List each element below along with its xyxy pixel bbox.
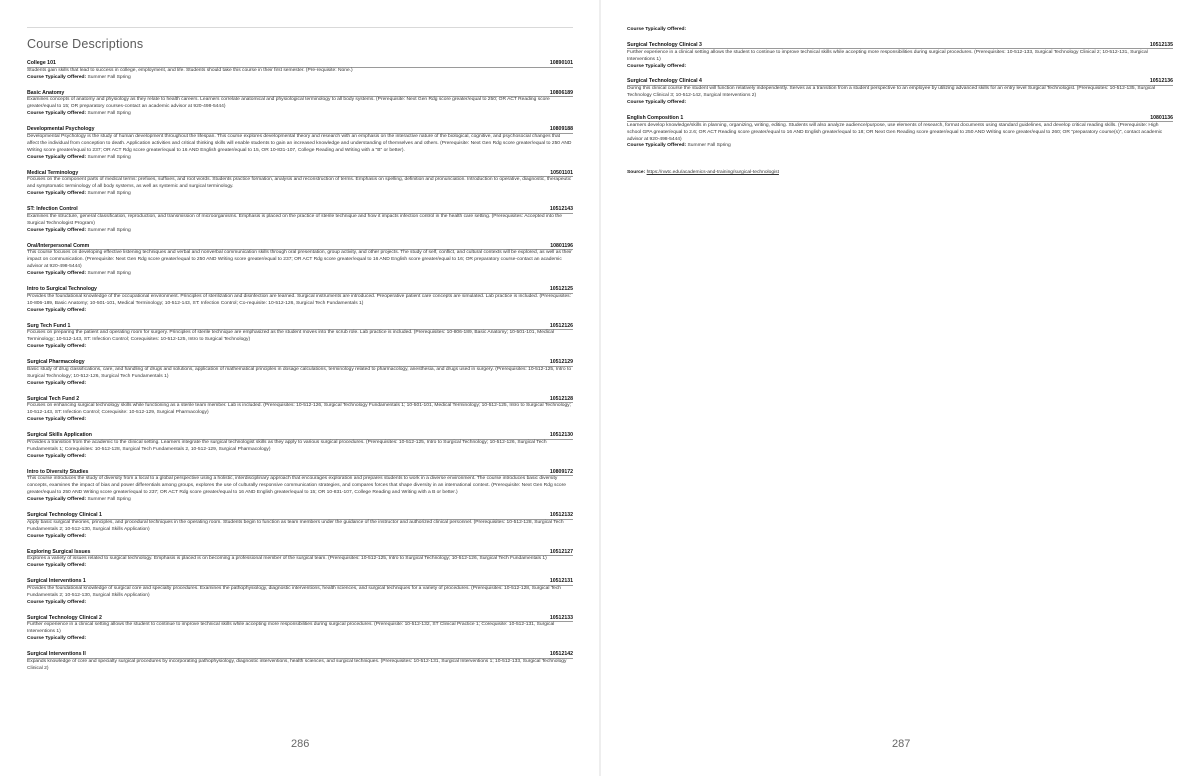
course-code: 10512132 bbox=[549, 512, 573, 518]
course-offered bbox=[27, 191, 573, 198]
course-entry bbox=[627, 115, 1173, 150]
course-offered bbox=[627, 143, 1173, 150]
course-offered bbox=[627, 64, 1173, 71]
course-name: Surgical Skills Application bbox=[27, 432, 92, 439]
course-code: 10801136 bbox=[1150, 114, 1173, 121]
course-header bbox=[27, 651, 573, 657]
offered-label: Course Typically Offered: bbox=[27, 154, 87, 160]
offered-terms: Summer Fall Spring bbox=[87, 154, 131, 160]
offered-label: Course Typically Offered: bbox=[27, 453, 87, 459]
course-header bbox=[27, 549, 573, 555]
course-description: Explores a variety of issues related to surgical technology. Emphasis is placed is on becoming a professional member of the surgical team. (Prerequisites: 10-512-125, Intro to Surgical Technology; 10-512-126, Surgical Tech Fundamentals 1) bbox=[27, 556, 547, 562]
offered-label: Course Typically Offered: bbox=[27, 380, 87, 386]
offered-label: Course Typically Offered: bbox=[627, 100, 687, 106]
course-code: 10890101 bbox=[549, 60, 573, 66]
section-title: Course Descriptions bbox=[27, 37, 144, 51]
course-description: Expands knowledge of core and specialty surgical procedures by incorporating pathophysiology, diagnostic interventions, health sciences, and surgical techniques. (Prerequisites: 10-512-131, Surgical Interventions 1; 10-512-133, Surgical Technology Clinical 2) bbox=[27, 658, 567, 671]
course-entry bbox=[27, 432, 573, 461]
course-header bbox=[27, 170, 573, 176]
course-header bbox=[27, 243, 573, 249]
offered-label: Course Typically Offered: bbox=[27, 74, 87, 80]
course-entry bbox=[27, 469, 573, 504]
course-entry bbox=[27, 60, 573, 82]
course-header bbox=[627, 42, 1173, 48]
offered-label: Course Typically Offered: bbox=[627, 27, 687, 32]
course-name: Basic Anatomy bbox=[27, 89, 65, 96]
course-description: Further experience in a clinical setting allows the student to continue to improve technical skills while accepting more responsibilities during surgical procedures. (Prerequisites: 10-512-133, Surgical Technology Clinical 2; 10-512-131, Surgical Interventions 1) bbox=[627, 49, 1148, 62]
course-entry bbox=[27, 578, 573, 607]
course-header bbox=[27, 512, 573, 518]
course-code: 10512128 bbox=[549, 395, 573, 402]
course-entry bbox=[27, 396, 573, 425]
course-entry bbox=[27, 170, 573, 199]
offered-terms: Summer Fall Spring bbox=[87, 271, 131, 277]
offered-label: Course Typically Offered: bbox=[27, 111, 87, 117]
course-offered bbox=[27, 534, 573, 541]
course-header bbox=[27, 90, 573, 96]
course-offered bbox=[27, 155, 573, 162]
course-entry bbox=[27, 651, 573, 673]
offered-label: Course Typically Offered: bbox=[27, 636, 87, 642]
course-name: Medical Terminology bbox=[27, 169, 79, 176]
left-course-list bbox=[27, 60, 573, 681]
course-code: 10512135 bbox=[1149, 41, 1173, 48]
right-course-list bbox=[627, 27, 1173, 175]
offered-label: Course Typically Offered: bbox=[627, 63, 687, 69]
course-entry bbox=[27, 359, 573, 388]
course-offered bbox=[27, 497, 573, 504]
course-code: 10512143 bbox=[549, 206, 573, 213]
course-description: Basic study of drug classifications, care, and handling of drugs and solutions, application of mathematical principles in dosage calculations, terminology related to pharmacology, anesthesia, and drugs used in surgery. (Prerequisites: 10-512-125, Intro to Surgical Technology; 10-512-126, Surgical Tech Fundamentals 1) bbox=[27, 366, 572, 379]
course-code: 10512136 bbox=[1149, 78, 1173, 85]
course-code: 10512129 bbox=[549, 359, 573, 366]
course-code: 10801196 bbox=[550, 242, 573, 249]
course-offered bbox=[27, 563, 573, 570]
course-offered bbox=[27, 111, 573, 118]
course-name: Surgical Technology Clinical 2 bbox=[27, 614, 102, 621]
course-entry bbox=[27, 90, 573, 119]
offered-label: Course Typically Offered: bbox=[27, 533, 87, 539]
course-header bbox=[27, 359, 573, 365]
course-name: Surgical Pharmacology bbox=[27, 359, 85, 366]
course-offered bbox=[27, 228, 573, 235]
offered-label: Course Typically Offered: bbox=[627, 143, 687, 149]
offered-label: Course Typically Offered: bbox=[27, 417, 87, 423]
course-code: 10512130 bbox=[549, 432, 573, 439]
offered-terms: Summer Fall Spring bbox=[87, 74, 131, 80]
course-header bbox=[27, 286, 573, 292]
course-description: Students gain skills that lead to success in college, employment, and life. Students should take this course in their first semester. (Pre-requisite: None.) bbox=[27, 67, 353, 73]
course-entry bbox=[27, 126, 573, 161]
course-header bbox=[27, 323, 573, 329]
course-description: Examines the structure, general classification, reproduction, and transmission of microorganisms. Emphasis is placed on the practice of sterile technique and how it impacts infection control in the health care setting. (Prerequisites: Accepted into the Surgical Technologist Program) bbox=[27, 213, 562, 226]
course-name: College 101 bbox=[27, 60, 56, 66]
course-name: Surgical Technology Clinical 3 bbox=[627, 41, 702, 48]
offered-label: Course Typically Offered: bbox=[27, 271, 87, 277]
course-description: Focuses on the component parts of medical terms: prefixes, suffixes, and root words. Students practice formation, analysis and reconstruction of terms. Emphasis on spelling, definition and pronunciation. Introduction to operative, diagnostic, therapeutic and symptomatic terminology of all body systems, as well as systemic and surgical terminology. bbox=[27, 177, 572, 190]
course-entry bbox=[27, 549, 573, 571]
course-name: Surgical Technology Clinical 1 bbox=[27, 512, 102, 518]
course-code: 10512142 bbox=[549, 651, 573, 658]
course-entry bbox=[27, 243, 573, 278]
course-description: This course focuses on developing effective listening techniques and verbal and nonverbal communication skills through oral presentation, group activity, and other projects. The study of self, conflict, and cultural contexts will be explored, as well as their impact on communication. (Prerequisite: Next Gen Rdg score greater/equal to 250 AND Writing score greater/equal to 237; OR ACT Rdg score greater/equal to 16 AND English score greater/equal to 16; OR preparatory course-contact an academic advisor at 920-498-5444) bbox=[27, 250, 572, 270]
course-header bbox=[27, 469, 573, 475]
course-description: During this clinical course the student will function relatively independently. Serves as a transition from a student perspective to an employee by utilizing advanced skills for an entry level Surgical Technologist. (Prerequisites: 10-512-135, Surgical Technology Clinical 3; 10-512-142, Surgical Interventions 2) bbox=[627, 86, 1156, 99]
page-number-right: 287 bbox=[892, 738, 911, 750]
offered-terms: Summer Fall Spring bbox=[87, 191, 131, 197]
course-description: Developmental Psychology is the study of human development throughout the lifespan. This course explores developmental theory and research with an emphasis on the interactive nature of the biological, cognitive, and psychosocial changes that affect the individual from conception to death. Application activities and critical thinking skills will enable students to gain an increased knowledge and understanding of themselves and others. (Prerequisite: Next Gen Rdg score greater/equal to 250 AND Writing score greater/equal to 237; OR ACT Rdg score greater/equal to 16 AND English greater/equal to 15, OR 10-831-107, College Reading and Writing with a "B" or better). bbox=[27, 133, 572, 153]
offered-label: Course Typically Offered: bbox=[27, 497, 87, 503]
course-description: Focuses on preparing the patient and operating room for surgery. Principles of sterile technique are emphasized as the student moves into the scrub role. Lab practice is included. (Prerequisites: 10-806-189, Basic Anatomy; 10-501-101, Medical Terminology; 10-512-143, ST: Infection Control; Corequisites: 10-512-125, Intro to Surgical Technology) bbox=[27, 330, 555, 343]
course-name: Surgical Interventions 1 bbox=[27, 578, 86, 585]
top-rule bbox=[27, 27, 573, 28]
course-header bbox=[627, 78, 1173, 84]
course-entry bbox=[27, 206, 573, 235]
course-offered bbox=[27, 600, 573, 607]
course-name: Surgical Technology Clinical 4 bbox=[627, 78, 702, 85]
course-offered bbox=[27, 417, 573, 424]
course-offered bbox=[627, 100, 1173, 107]
course-description: Provides the foundational knowledge of surgical core and specialty procedures. Examines the pathophysiology, diagnostic interventions, health sciences, and surgical techniques for a variety of procedures. (Prerequisites: 10-512-128, Surgical Tech Fundamentals 2; 10-512-130, Surgical Skills Application) bbox=[27, 585, 562, 598]
right-course-entries bbox=[627, 42, 1173, 150]
course-offered bbox=[27, 344, 573, 351]
offered-terms: Summer Fall Spring bbox=[87, 227, 131, 233]
continued-offered-line bbox=[627, 27, 1173, 34]
offered-label: Course Typically Offered: bbox=[27, 563, 87, 569]
course-description: Examines concepts of anatomy and physiology as they relate to health careers. Learners correlate anatomical and physiological terminology to all body systems. (Prerequisite: Next Gen Rdg score greater/equal to 250; OR ACT Reading score greater/equal to 15; OR preparatory courses-contact an academic advisor at 920-498-5444) bbox=[27, 97, 550, 110]
course-header bbox=[27, 396, 573, 402]
course-entry bbox=[627, 78, 1173, 107]
course-description: This course introduces the study of diversity from a local to a global perspective using a holistic, interdisciplinary approach that encourages exploration and prepares students to work in a diverse environment. The course introduces basic diversity concepts, examines the impact of bias and power differentials among groups, explores the use of culturally responsive communication strategies, and compares forces that shape diversity in an international context. (Prerequisite: Next Gen Rdg score greater/equal to 250 AND Writing score greater/equal to 237; OR ACT Rdg score greater/equal to 16 AND English greater/equal to 15; OR 10-831-107, College Reading and Writing with a B or better.) bbox=[27, 476, 566, 496]
course-offered bbox=[27, 454, 573, 461]
course-entry bbox=[27, 615, 573, 644]
page-number-left: 286 bbox=[291, 738, 310, 750]
course-header bbox=[27, 60, 573, 66]
offered-label: Course Typically Offered: bbox=[27, 191, 87, 197]
course-code: 10501101 bbox=[550, 169, 573, 176]
course-entry bbox=[27, 512, 573, 541]
course-name: Surgical Interventions II bbox=[27, 651, 86, 658]
course-offered bbox=[27, 381, 573, 388]
right-page bbox=[600, 0, 1200, 776]
offered-terms: Summer Fall Spring bbox=[87, 111, 131, 117]
course-name: Intro to Surgical Technology bbox=[27, 286, 97, 292]
offered-label: Course Typically Offered: bbox=[27, 307, 87, 313]
course-name: Developmental Psychology bbox=[27, 126, 95, 133]
course-name: Intro to Diversity Studies bbox=[27, 468, 89, 475]
course-code: 10809188 bbox=[549, 126, 573, 133]
course-description: Focuses on enhancing surgical technology skills while functioning as a sterile team member. Lab is included. (Prerequisites: 10-512-126, Surgical Technology Fundamentals 1; 10-501-101, Medical Terminology; 10-512-125, Intro to Surgical Technology; 10-512-143, ST: Infection Control; Corequisite: 10-512-129, Surgical Pharmacology) bbox=[27, 403, 571, 416]
course-offered bbox=[27, 271, 573, 278]
source-label: Source: bbox=[627, 170, 646, 176]
course-description: Apply basic surgical theories, principles, and procedural techniques in the operating room. Students begin to function as team members under the guidance of the instructor and authorized clinical personnel. (Prerequisites: 10-512-128, Surgical Tech Fundamentals 2; 10-512-130, Surgical Skills Application) bbox=[27, 519, 564, 532]
course-name: Surgical Tech Fund 2 bbox=[27, 395, 80, 402]
source-link[interactable]: https://nwtc.edu/academics-and-training/surgical-technologist bbox=[646, 170, 779, 176]
course-description: Provides the foundational knowledge of the occupational environment. Principles of sterilization and disinfection are learned. Surgical instruments are introduced. Preoperative patient care concepts are simulated. Lab practice is included. (Prerequisites: 10-806-189, Basic Anatomy; 10-501-101, Medical Terminology; 10-512-143, ST: Infection Control; Co-requisite: 10-512-126, Surgical Tech Fundamentals 1) bbox=[27, 293, 571, 306]
course-code: 10806189 bbox=[549, 89, 573, 96]
offered-label: Course Typically Offered: bbox=[27, 344, 87, 350]
course-offered bbox=[27, 75, 573, 82]
course-entry bbox=[27, 323, 573, 352]
course-name: Oral/Interpersonal Comm bbox=[27, 242, 90, 249]
course-offered bbox=[27, 636, 573, 643]
course-code: 10512127 bbox=[549, 548, 573, 555]
source-line bbox=[627, 170, 1173, 175]
course-header bbox=[27, 578, 573, 584]
course-code: 10512133 bbox=[549, 614, 573, 621]
course-code: 10512131 bbox=[549, 578, 573, 585]
course-header bbox=[627, 115, 1173, 121]
course-entry bbox=[27, 286, 573, 315]
course-code: 10512126 bbox=[549, 322, 573, 329]
course-code: 10809172 bbox=[549, 468, 573, 475]
offered-label: Course Typically Offered: bbox=[27, 227, 87, 233]
course-name: English Composition 1 bbox=[627, 114, 684, 121]
offered-label: Course Typically Offered: bbox=[27, 599, 87, 605]
course-name: Surg Tech Fund 1 bbox=[27, 322, 71, 329]
course-header bbox=[27, 126, 573, 132]
course-description: Further experience in a clinical setting allows the student to continue to improve technical skills while accepting more responsibilities during surgical procedures. (Prerequisite: 10-512-132, ST Clinical Practice 1; Corequisite: 10-512-131, Surgical Interventions 1) bbox=[27, 622, 555, 635]
course-description: Learners develop knowledge/skills in planning, organizing, writing, editing. Students will also analyze audience/purpose, use elements of research, format documents using standard guidelines, and develop critical reading skills. (Prerequisite: High school GPA greater/equal to 2.6; OR ACT Reading score greater/equal to 16 AND English greater/equal to 18; OR Next Gen Reading score greater/equal to 250 AND Writing score greater/equal to 260; OR "preparatory course(s)", contact academic advisor at 920-498-5444) bbox=[627, 122, 1163, 142]
course-name: Exploring Surgical Issues bbox=[27, 548, 91, 555]
course-entry bbox=[627, 42, 1173, 71]
offered-terms: Summer Fall Spring bbox=[687, 143, 731, 149]
course-header bbox=[27, 432, 573, 438]
course-name: ST: Infection Control bbox=[27, 206, 78, 213]
course-offered bbox=[27, 308, 573, 315]
course-code: 10512125 bbox=[549, 286, 573, 292]
course-description: Provides a transition from the academic to the clinical setting. Learners integrate the surgical technologist skills as they apply to various surgical procedures. (Prerequisites: 10-512-125, Intro to Surgical Technology; 10-512-126, Surgical Tech Fundamentals 1; Corequisites: 10-512-128, Surgical Tech Fundamentals 2, 10-512-129, Surgical Pharmacology) bbox=[27, 439, 547, 452]
course-header bbox=[27, 615, 573, 621]
offered-terms: Summer Fall Spring bbox=[87, 497, 131, 503]
course-header bbox=[27, 206, 573, 212]
